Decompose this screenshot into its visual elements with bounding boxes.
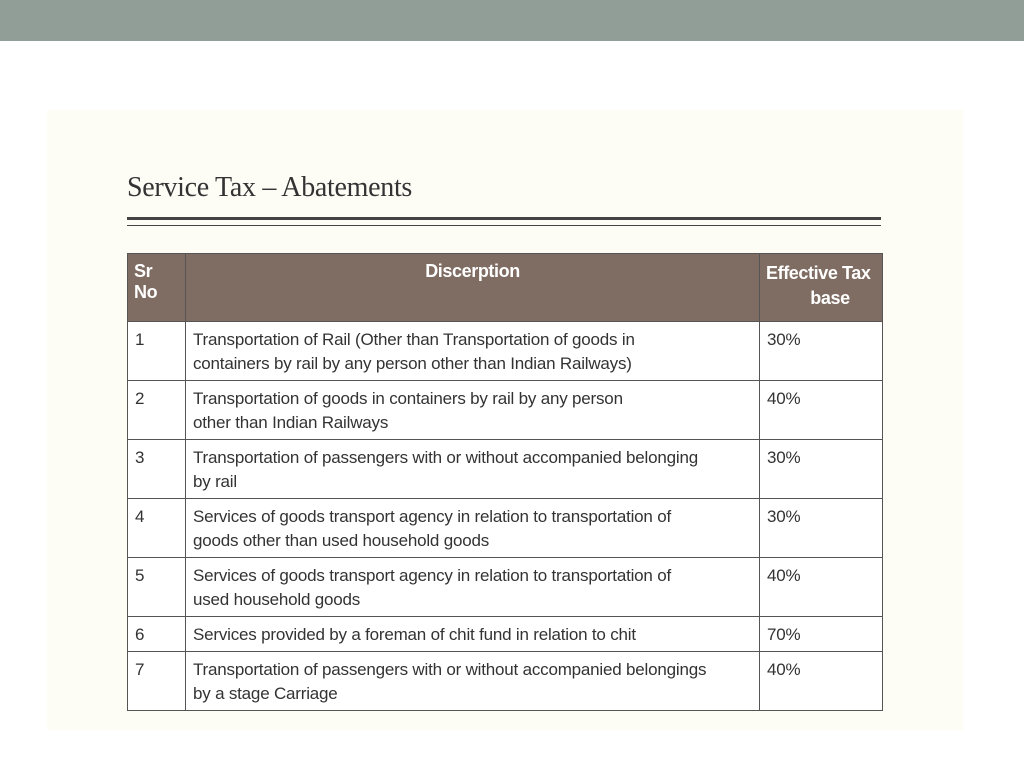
title-divider-thick (127, 217, 881, 220)
tax-base-cell: 40% (760, 652, 883, 711)
column-header-description: Discerption (186, 254, 760, 322)
tax-base-cell: 30% (760, 440, 883, 499)
table-row (128, 558, 883, 617)
description-line: Services of goods transport agency in relation to transportation of (193, 566, 671, 585)
description-line: by a stage Carriage (193, 684, 338, 703)
description-line: Services of goods transport agency in relation to transportation of (193, 507, 671, 526)
sr-no-cell: 5 (128, 558, 186, 617)
description-line: by rail (193, 472, 237, 491)
description-cell (186, 381, 760, 440)
sr-no-cell: 3 (128, 440, 186, 499)
table-row (128, 322, 883, 381)
column-header-sr-no: Sr No (128, 254, 186, 322)
description-line: Transportation of passengers with or without accompanied belongings (193, 660, 707, 679)
column-header-tax-line2: base (810, 288, 850, 308)
table-row (128, 440, 883, 499)
description-cell (186, 499, 760, 558)
description-line: Transportation of goods in containers by rail by any person (193, 389, 623, 408)
tax-base-cell: 70% (760, 617, 883, 652)
tax-base-cell: 40% (760, 381, 883, 440)
description-cell (186, 440, 760, 499)
slide-header-bar (0, 0, 1024, 41)
sr-no-cell: 4 (128, 499, 186, 558)
table-row (128, 499, 883, 558)
sr-no-cell: 1 (128, 322, 186, 381)
title-divider-thin (127, 225, 881, 226)
description-line: used household goods (193, 590, 361, 609)
description-line: goods other than used household goods (193, 531, 490, 550)
description-line: containers by rail by any person other than Indian Railways) (193, 354, 632, 373)
column-header-effective-tax-base (760, 254, 883, 322)
description-line: other than Indian Railways (193, 413, 389, 432)
description-cell (186, 617, 760, 652)
column-header-tax-line1: Effective Tax (766, 263, 871, 283)
description-line: Services provided by a foreman of chit fund in relation to chit (193, 625, 636, 644)
sr-no-cell: 6 (128, 617, 186, 652)
abatements-table (127, 253, 883, 711)
table-row (128, 617, 883, 652)
sr-no-cell: 7 (128, 652, 186, 711)
table-row (128, 381, 883, 440)
description-cell (186, 652, 760, 711)
description-line: Transportation of passengers with or without accompanied belonging (193, 448, 698, 467)
tax-base-cell: 30% (760, 322, 883, 381)
description-cell (186, 322, 760, 381)
description-line: Transportation of Rail (Other than Transportation of goods in (193, 330, 635, 349)
description-cell (186, 558, 760, 617)
page-title: Service Tax – Abatements (127, 172, 413, 203)
sr-no-cell: 2 (128, 381, 186, 440)
table-header-row (128, 254, 883, 322)
table-row (128, 652, 883, 711)
tax-base-cell: 40% (760, 558, 883, 617)
tax-base-cell: 30% (760, 499, 883, 558)
